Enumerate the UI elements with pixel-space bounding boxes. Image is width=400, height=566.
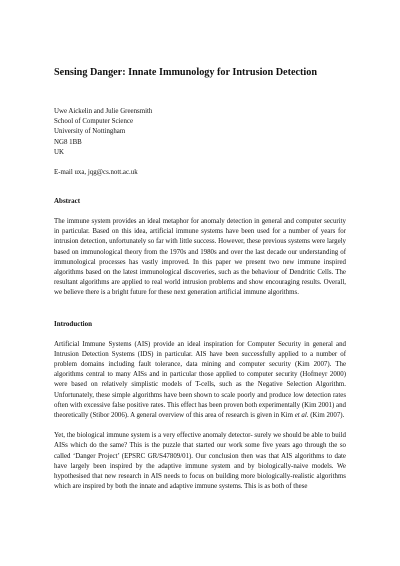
intro-text-part: (Kim 2007). [308,412,345,420]
introduction-paragraph-1 [54,340,346,422]
author-email: E-mail uxa, jqg@cs.nott.ac.uk [54,169,138,177]
affiliation-line: University of Nottingham [54,128,126,136]
affiliation-line: NG8 1BB [54,138,82,146]
abstract-heading: Abstract [54,197,81,206]
introduction-paragraph-2: Yet, the biological immune system is a very effective anomaly detector- surely we should be able to build AISs which do the same? This is the puzzle that started our work some five years ago through the so called ‘Danger Project’ (EPSRC GR/S47809/01). Our conclusion then was that AIS algorithms to date have largely been inspired by the adaptive immune system and by biologically-naive models. We hypothesised that new research in AIS needs to focus on building more biologically-realistic algorithms which are inspired by both the innate and adaptive immune systems. This is as both of these [54,432,346,491]
intro-text-italic: et al. [294,412,309,420]
author-block [54,107,346,158]
paper-title: Sensing Danger: Innate Immunology for Intrusion Detection [54,67,317,78]
affiliation-line: UK [54,148,64,156]
abstract-text: The immune system provides an ideal metaphor for anomaly detection in general and computer security in particular. Based on this idea, artificial immune systems have been used for a number of years for intrusion detection, unfortunately so far with little success. However, these previous systems were largely based on immunological theory from the 1970s and 1980s and over the last decade our understanding of immunological processes has vastly improved. In this paper we present two new immune inspired algorithms based on the latest immunological discoveries, such as the behaviour of Dendritic Cells. The resultant algorithms are applied to real world intrusion problems and show encouraging results. Overall, we believe there is a bright future for these next generation artificial immune algorithms. [54,218,346,297]
introduction-heading: Introduction [54,319,92,328]
author-names: Uwe Aickelin and Julie Greensmith [54,108,153,115]
intro-text-part: Artificial Immune Systems (AIS) provide an ideal inspiration for Computer Security in general and Intrusion Detection Systems (IDS) in particular. AIS have been successfully applied to a number of problem domains including fault tolerance, data mining and computer security (Kim 2007). The algorithms central to many AISs and in particular those applied to computer security (Hofmeyr 2000) were based on relatively simplistic models of T-cells, such as the Negative Selection Algorithm. Unfortunately, these simple algorithms have been shown to scale poorly and produce low detection rates often with excessive false positive rates. This effect has been proven both experimentally (Kim 2001) and theoretically (Stibor 2006). A general overview of this area of research is given in Kim [54,340,346,420]
affiliation-line: School of Computer Science [54,118,134,126]
